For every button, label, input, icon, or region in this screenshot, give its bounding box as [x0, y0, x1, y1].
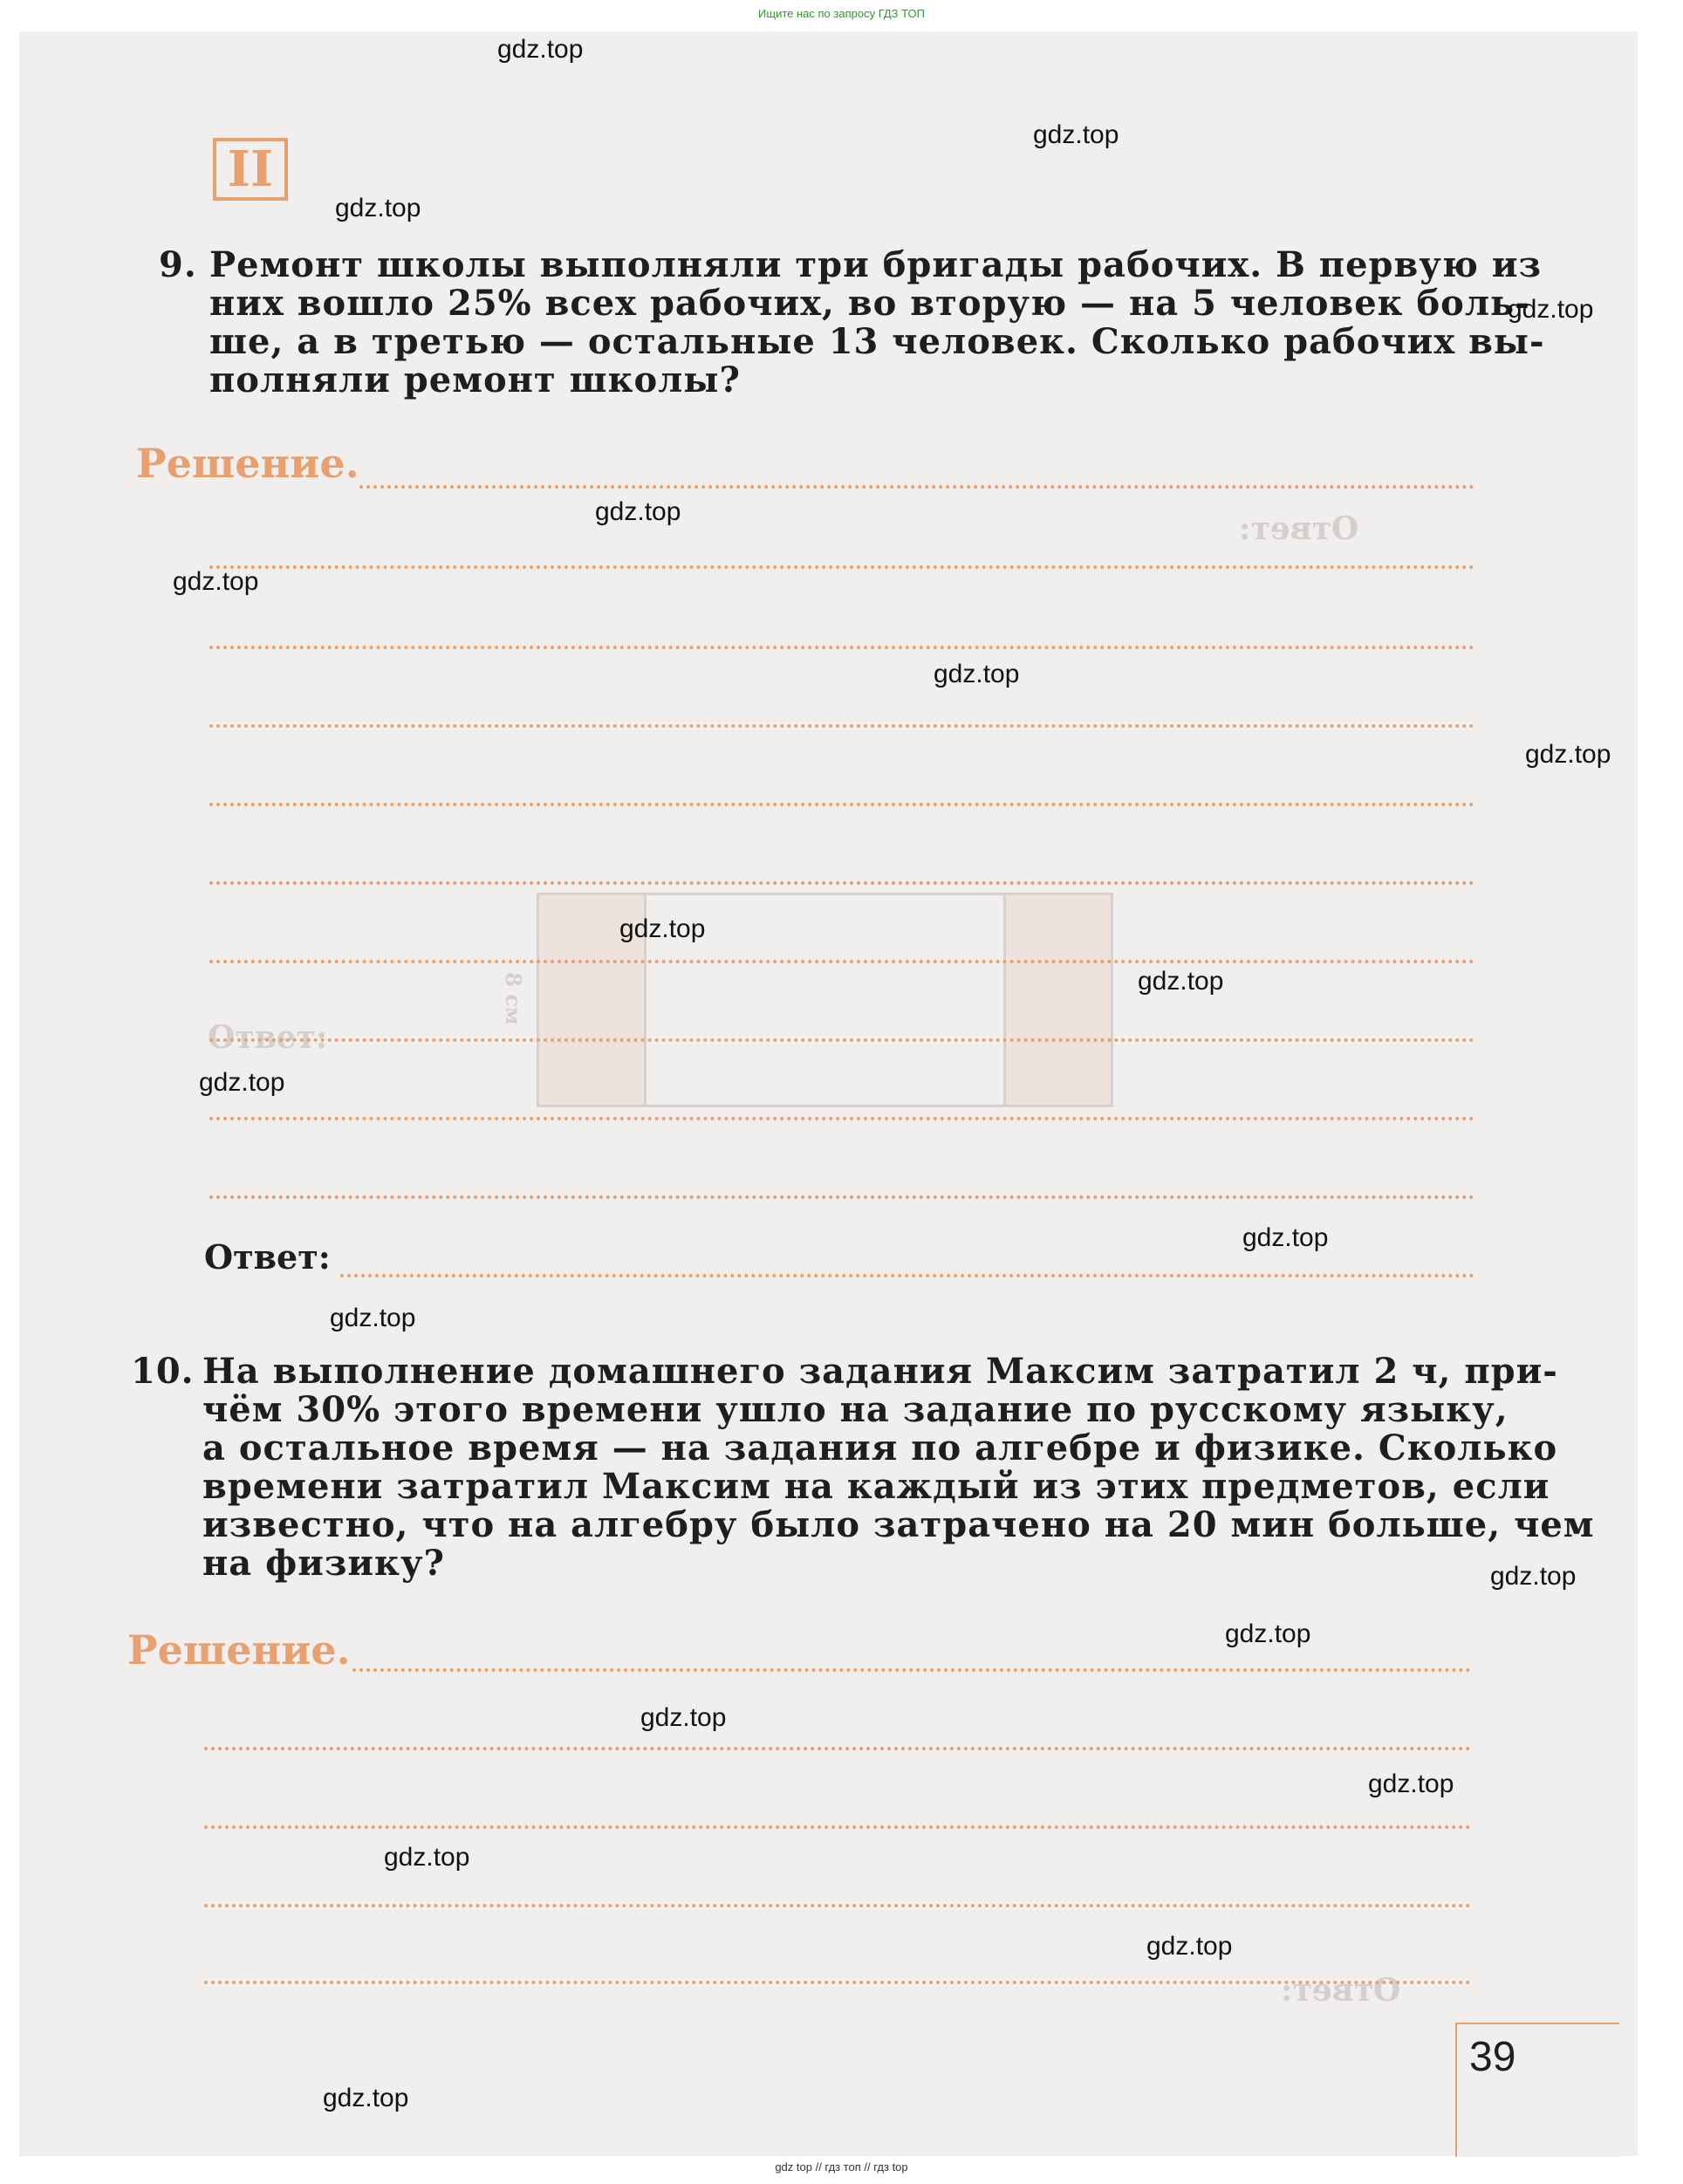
answer-line[interactable]: [204, 1981, 1471, 1984]
watermark: gdz.top: [384, 1843, 470, 1872]
task-number: 9.: [159, 244, 197, 285]
solution-label: Решение.: [136, 440, 359, 487]
task-text-line: времени затратил Максим на каждый из этих предметов, если: [202, 1466, 1550, 1507]
ghost-text: Ответ:: [208, 1019, 328, 1056]
answer-line[interactable]: [209, 1195, 1474, 1199]
answer-line[interactable]: [204, 1825, 1471, 1829]
watermark: gdz.top: [323, 2084, 409, 2112]
answer-line[interactable]: [204, 1904, 1471, 1907]
watermark: gdz.top: [199, 1068, 285, 1097]
answer-line[interactable]: [352, 1668, 1471, 1672]
answer-line[interactable]: [209, 803, 1474, 806]
ghost-text: 8 см: [500, 972, 526, 1025]
task-text-line: полняли ремонт школы?: [209, 359, 741, 401]
answer-line[interactable]: [340, 1274, 1474, 1277]
answer-line[interactable]: [204, 1747, 1471, 1750]
task-number: 10.: [131, 1351, 195, 1392]
task-text-line: На выполнение домашнего задания Максим затратил 2 ч, при-: [202, 1351, 1558, 1392]
watermark: gdz.top: [1033, 120, 1119, 149]
watermark: gdz.top: [595, 497, 681, 526]
task-text-line: ше, а в третью — остальные 13 человек. Сколько рабочих вы-: [209, 321, 1545, 362]
watermark: gdz.top: [1138, 967, 1224, 996]
task-text-line: Ремонт школы выполняли три бригады рабочих. В первую из: [209, 244, 1543, 285]
watermark: gdz.top: [1146, 1932, 1233, 1961]
answer-line[interactable]: [209, 724, 1474, 728]
answer-line[interactable]: [209, 646, 1474, 649]
watermark: gdz.top: [1490, 1562, 1577, 1591]
answer-line[interactable]: [209, 1117, 1474, 1120]
level-badge: II: [213, 138, 288, 201]
solution-label: Решение.: [127, 1626, 351, 1674]
watermark: gdz.top: [934, 660, 1020, 688]
answer-line[interactable]: [209, 881, 1474, 885]
task-text-line: них вошло 25% всех рабочих, во вторую — на 5 человек боль-: [209, 283, 1530, 324]
watermark: gdz.top: [497, 35, 584, 64]
watermark: gdz.top: [640, 1703, 727, 1732]
watermark: gdz.top: [1225, 1619, 1311, 1648]
task-text-line: а остальное время — на задания по алгебре и физике. Сколько: [202, 1427, 1558, 1469]
watermark: gdz.top: [1368, 1770, 1454, 1798]
bottom-banner: gdz top // гдз топ // гдз top: [775, 2160, 908, 2174]
watermark: gdz.top: [335, 194, 421, 223]
watermark: gdz.top: [619, 914, 706, 943]
watermark: gdz.top: [173, 567, 259, 596]
task-text-line: на физику?: [202, 1543, 445, 1584]
answer-line[interactable]: [209, 565, 1474, 569]
answer-line[interactable]: [359, 485, 1474, 489]
task-text-line: чём 30% этого времени ушло на задание по русскому языку,: [202, 1389, 1509, 1430]
top-banner: Ищите нас по запросу ГДЗ ТОП: [758, 7, 925, 20]
watermark: gdz.top: [330, 1304, 416, 1332]
answer-label: Ответ:: [204, 1237, 331, 1277]
ghost-text: Ответ:: [1239, 510, 1359, 547]
answer-line[interactable]: [209, 1038, 1474, 1042]
watermark: gdz.top: [1525, 740, 1611, 769]
watermark: gdz.top: [1242, 1223, 1329, 1252]
task-text-line: известно, что на алгебру было затрачено на 20 мин больше, чем: [202, 1504, 1595, 1545]
ghost-rectangle: [1003, 893, 1113, 1107]
watermark: gdz.top: [1508, 295, 1594, 324]
page-number: 39: [1469, 2034, 1516, 2080]
ghost-text: Ответ:: [1281, 1972, 1401, 2009]
answer-line[interactable]: [209, 960, 1474, 963]
